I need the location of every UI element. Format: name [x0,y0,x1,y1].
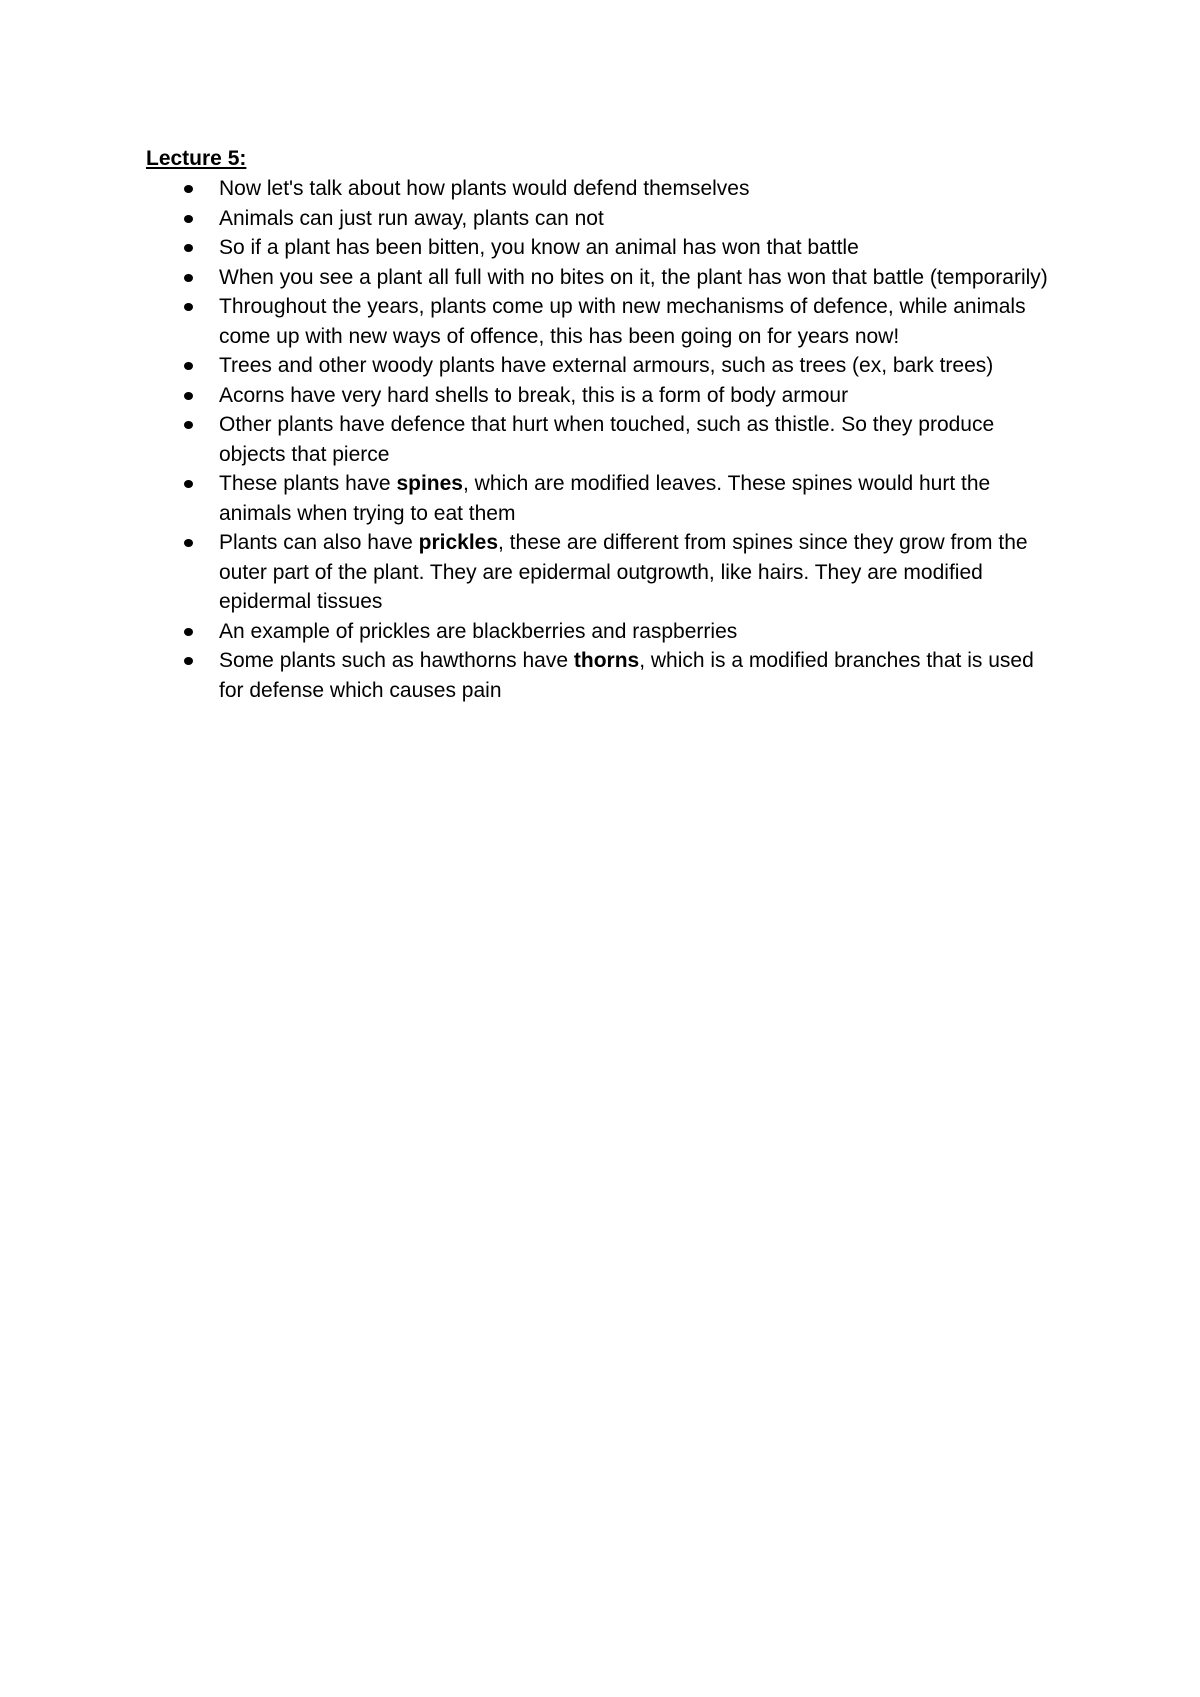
bullet-text: Other plants have defence that hurt when touched, such as thistle. So they produce objects that pierce [219,413,995,466]
bullet-dot-icon [184,303,193,311]
bullet-item [146,351,1051,381]
bullet-dot-icon [184,480,193,488]
bullet-dot-icon [184,421,193,429]
bullet-text-continued: , these are different from spines since they grow from the outer part of the plant. They are epidermal outgrowth, like hairs. They are modified epidermal tissues [219,531,1028,613]
bullet-item [146,410,1051,469]
bullet-bold-term: prickles [418,531,499,554]
bullet-text: Now let's talk about how plants would defend themselves [219,177,750,200]
bullet-text: These plants have [219,472,397,495]
bullet-item [146,204,1051,234]
bullet-text: Throughout the years, plants come up with new mechanisms of defence, while animals come up with new ways of offence, this has been going on for years now! [219,295,1026,348]
bullet-item [146,469,1051,528]
bullet-text: Acorns have very hard shells to break, this is a form of body armour [219,383,849,407]
bullet-item [146,263,1051,293]
bullet-item [146,646,1051,705]
bullet-dot-icon [184,628,193,636]
bullet-item [146,381,1051,411]
bullet-text: Some plants such as hawthorns have [219,649,574,672]
bullet-text-continued: , which is a modified branches that is used for defense which causes pain [219,649,1034,702]
bullet-text: Animals can just run away, plants can not [219,206,604,230]
bullet-bold-term: thorns [573,649,640,672]
bullet-dot-icon [184,657,193,665]
document-content [146,144,1051,705]
bullet-item [146,617,1051,647]
bullet-item [146,233,1051,263]
bullet-list [146,174,1051,705]
bullet-item [146,528,1051,617]
bullet-text: An example of prickles are blackberries and raspberries [219,619,738,643]
bullet-text: Plants can also have [219,531,419,554]
bullet-dot-icon [184,215,193,223]
bullet-dot-icon [184,539,193,547]
bullet-text-continued: , which are modified leaves. These spines would hurt the animals when trying to eat them [219,472,991,525]
bullet-text: Trees and other woody plants have external armours, such as trees (ex, bark trees) [219,354,994,377]
bullet-dot-icon [184,185,193,193]
bullet-dot-icon [184,362,193,370]
bullet-dot-icon [184,392,193,400]
bullet-bold-term: spines [396,472,463,495]
bullet-text: When you see a plant all full with no bites on it, the plant has won that battle (temporarily) [219,265,1048,289]
bullet-dot-icon [184,274,193,282]
lecture-heading: Lecture 5: [146,147,247,170]
bullet-item [146,174,1051,204]
bullet-dot-icon [184,244,193,252]
bullet-item [146,292,1051,351]
bullet-text: So if a plant has been bitten, you know an animal has won that battle [219,236,859,259]
